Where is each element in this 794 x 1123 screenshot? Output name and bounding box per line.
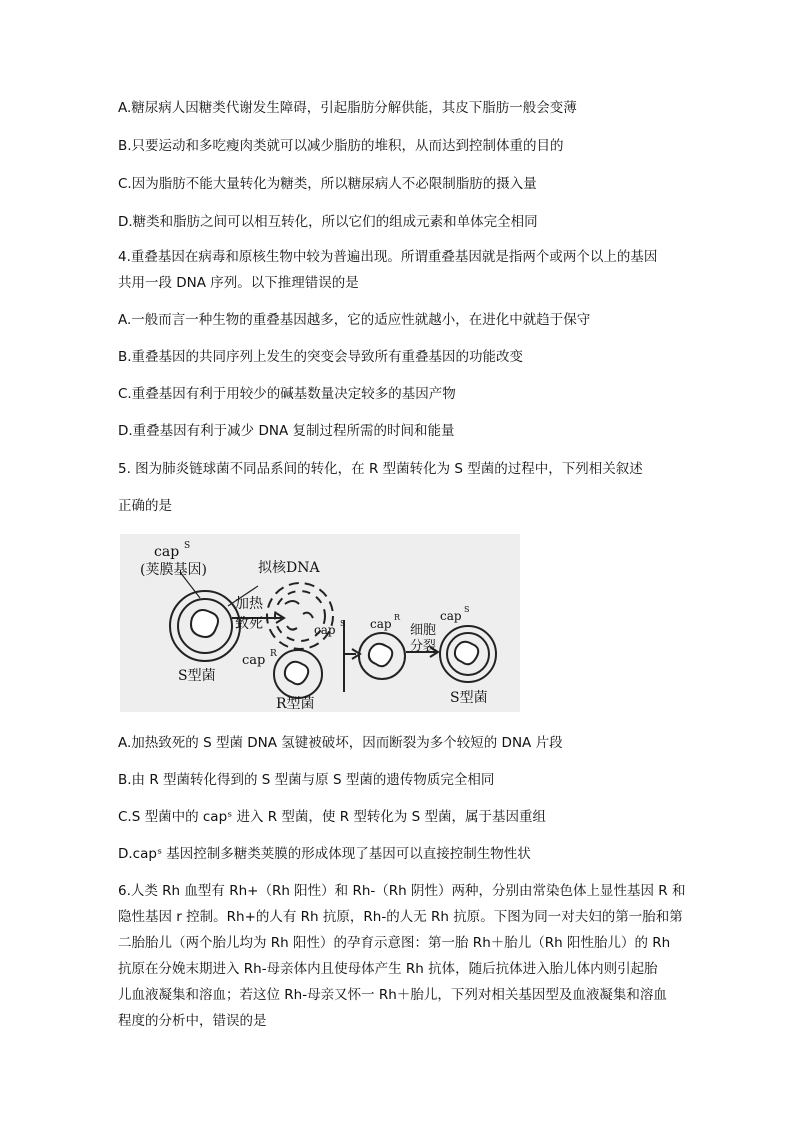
heat-label-1: 加热 xyxy=(235,596,263,612)
q4-stem-line-1: 4.重叠基因在病毒和原核生物中较为普遍出现。所谓重叠基因就是指两个或两个以上的基因 xyxy=(118,249,658,265)
q3-option-d: D.糖类和脂肪之间可以相互转化，所以它们的组成元素和单体完全相同 xyxy=(118,214,538,230)
cap-s-transfer-sup: S xyxy=(340,619,346,628)
cap-r-label: cap xyxy=(242,653,266,668)
s-bacterium-label: S型菌 xyxy=(178,668,216,684)
q4-option-a: A.一般而言一种生物的重叠基因越多，它的适应性就越小，在进化中就趋于保守 xyxy=(118,312,591,328)
r-bacterium-label: R型菌 xyxy=(276,696,315,712)
s-nucleoid xyxy=(191,610,218,637)
q5-stem-line-1: 5. 图为肺炎链球菌不同品系间的转化，在 R 型菌转化为 S 型菌的过程中，下列相关叙述 xyxy=(118,461,643,477)
r-nucleoid xyxy=(285,662,308,685)
new-s-bacterium-label: S型菌 xyxy=(450,690,488,706)
heat-label-2: 致死 xyxy=(235,616,263,632)
q6-line-5: 儿血液凝集和溶血；若这位 Rh-母亲又怀一 Rh＋胎儿，下列对相关基因型及血液凝集和溶血 xyxy=(118,987,667,1003)
q3-option-a: A.糖尿病人因糖类代谢发生障碍，引起脂肪分解供能，其皮下脂肪一般会变薄 xyxy=(118,100,577,116)
q5-option-a: A.加热致死的 S 型菌 DNA 氢键被破坏，因而断裂为多个较短的 DNA 片段 xyxy=(118,735,563,751)
q4-option-d: D.重叠基因有利于减少 DNA 复制过程所需的时间和能量 xyxy=(118,423,455,439)
q5-option-c: C.S 型菌中的 capˢ 进入 R 型菌，使 R 型转化为 S 型菌，属于基因重组 xyxy=(118,809,547,825)
gene-label: (荚膜基因) xyxy=(140,562,207,578)
division-label-2: 分裂 xyxy=(410,639,437,654)
cap-s-new-label: cap xyxy=(440,609,462,623)
q4-stem-line-2: 共用一段 DNA 序列。以下推理错误的是 xyxy=(118,275,359,291)
q4-option-c: C.重叠基因有利于用较少的碱基数量决定较多的基因产物 xyxy=(118,386,456,402)
division-label-1: 细胞 xyxy=(410,623,437,638)
cap-s-transfer-label: cap xyxy=(314,623,336,637)
cap-r-transfer-label: cap xyxy=(370,617,392,631)
dna-label: 拟核DNA xyxy=(258,560,320,576)
q6-line-1: 6.人类 Rh 血型有 Rh+（Rh 阳性）和 Rh-（Rh 阴性）两种，分别由常染色体上显性基因 R 和 xyxy=(118,883,686,899)
q3-option-b: B.只要运动和多吃瘦肉类就可以减少脂肪的堆积，从而达到控制体重的目的 xyxy=(118,138,564,154)
cap-s-new-sup: S xyxy=(464,605,470,614)
q6-line-6: 程度的分析中，错误的是 xyxy=(118,1013,267,1029)
q5-option-b: B.由 R 型菌转化得到的 S 型菌与原 S 型菌的遗传物质完全相同 xyxy=(118,772,495,788)
cap-s-sup: S xyxy=(184,541,191,551)
transformation-diagram xyxy=(120,534,520,712)
q3-option-c: C.因为脂肪不能大量转化为糖类，所以糖尿病人不必限制脂肪的摄入量 xyxy=(118,176,537,192)
cap-s-label: cap xyxy=(154,544,180,560)
q6-stem xyxy=(118,878,686,1034)
q5-stem-line-2: 正确的是 xyxy=(118,498,172,514)
cap-r-transfer-sup: R xyxy=(394,613,401,622)
q5-option-d: D.capˢ 基因控制多糖类荚膜的形成体现了基因可以直接控制生物性状 xyxy=(118,846,531,862)
q4-option-b: B.重叠基因的共同序列上发生的突变会导致所有重叠基因的功能改变 xyxy=(118,349,524,365)
q6-line-4: 抗原在分娩末期进入 Rh-母亲体内且使母体产生 Rh 抗体，随后抗体进入胎儿体内则引起胎 xyxy=(118,961,658,977)
q6-line-3: 二胎胎儿（两个胎儿均为 Rh 阳性）的孕育示意图：第一胎 Rh＋胎儿（Rh 阳性胎儿）的 Rh xyxy=(118,935,671,951)
cap-r-sup: R xyxy=(270,649,277,659)
q4-stem xyxy=(118,244,678,296)
q6-line-2: 隐性基因 r 控制。Rh+的人有 Rh 抗原，Rh-的人无 Rh 抗原。下图为同一对夫妇的第一胎和第 xyxy=(118,909,683,925)
